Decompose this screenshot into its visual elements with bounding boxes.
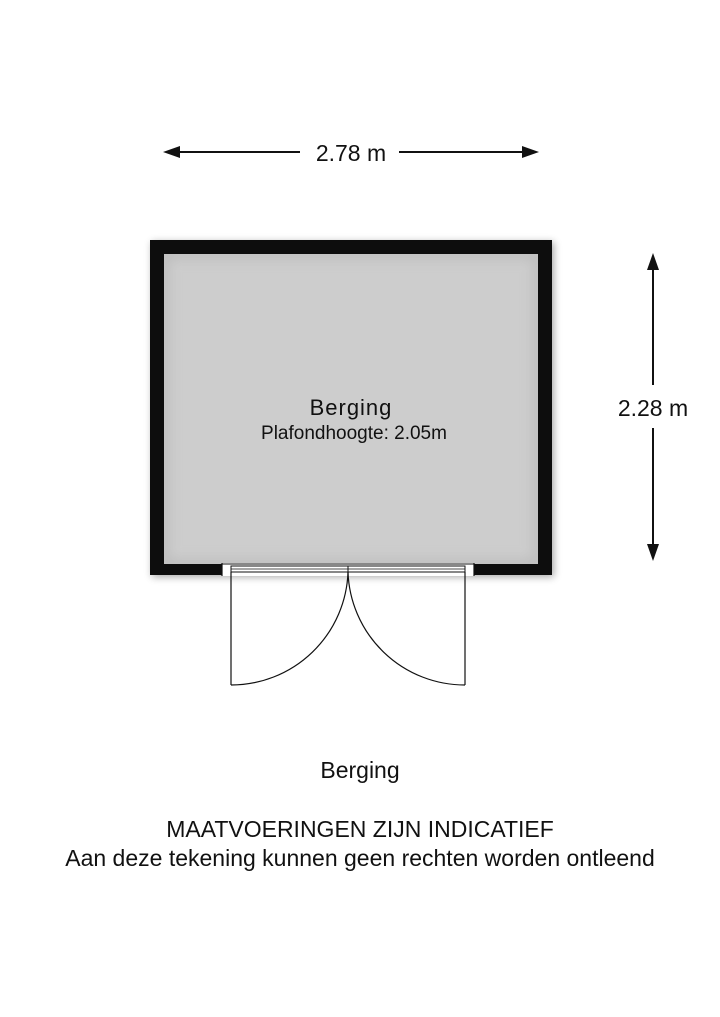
width-dimension-label: 2.78 m xyxy=(315,140,387,166)
room-name: Berging xyxy=(309,395,393,420)
arrow-right-icon xyxy=(522,146,539,158)
height-dimension xyxy=(618,253,688,561)
double-door xyxy=(231,572,465,685)
width-dimension xyxy=(163,140,539,166)
height-dimension-label: 2.28 m xyxy=(617,395,689,421)
disclaimer-text: Aan deze tekening kunnen geen rechten worden ontleend xyxy=(65,845,655,871)
room-ceiling-height: Plafondhoogte: 2.05m xyxy=(261,423,447,444)
disclaimer-title: MAATVOERINGEN ZIJN INDICATIEF xyxy=(166,816,554,842)
room-berging xyxy=(150,240,552,576)
arrow-up-icon xyxy=(647,253,659,270)
arrow-left-icon xyxy=(163,146,180,158)
door-swing-arc-right xyxy=(348,572,465,685)
door-swing-arc-left xyxy=(231,572,348,685)
arrow-down-icon xyxy=(647,544,659,561)
floor-name: Berging xyxy=(320,757,400,783)
